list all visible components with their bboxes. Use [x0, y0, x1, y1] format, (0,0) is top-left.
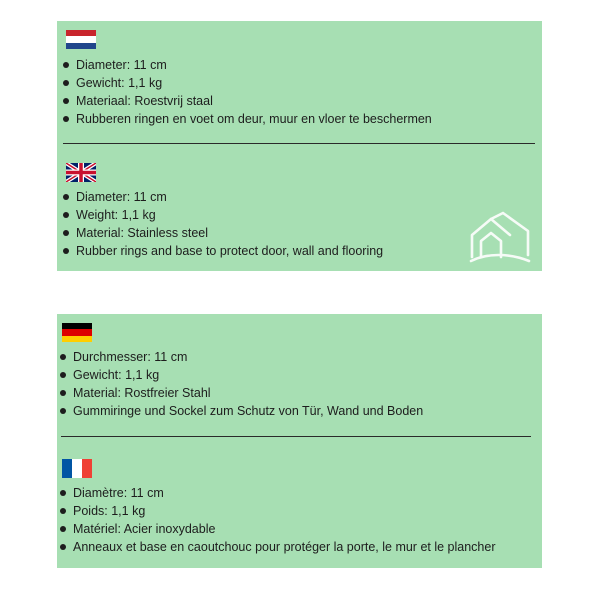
french-spec-list [59, 484, 496, 556]
german-spec-list [59, 348, 423, 420]
list-item: Rubber rings and base to protect door, wall and flooring [62, 242, 383, 260]
list-item: Diamètre: 11 cm [59, 484, 496, 502]
dutch-spec-list [62, 56, 432, 128]
house-logo-icon [469, 211, 531, 265]
united-kingdom-flag-icon [66, 163, 96, 182]
list-item: Gewicht: 1,1 kg [59, 366, 423, 384]
list-item: Rubberen ringen en voet om deur, muur en vloer te beschermen [62, 110, 432, 128]
list-item: Gummiringe und Sockel zum Schutz von Tür, Wand und Boden [59, 402, 423, 420]
section-divider [61, 436, 531, 437]
list-item: Weight: 1,1 kg [62, 206, 383, 224]
list-item: Materiaal: Roestvrij staal [62, 92, 432, 110]
list-item: Matériel: Acier inoxydable [59, 520, 496, 538]
list-item: Durchmesser: 11 cm [59, 348, 423, 366]
section-divider [63, 143, 535, 144]
france-flag-icon [62, 459, 92, 478]
united-kingdom-flag-graphic [66, 163, 96, 182]
bottom-card [57, 314, 542, 568]
list-item: Diameter: 11 cm [62, 188, 383, 206]
list-item: Diameter: 11 cm [62, 56, 432, 74]
list-item: Poids: 1,1 kg [59, 502, 496, 520]
top-card [57, 21, 542, 271]
list-item: Gewicht: 1,1 kg [62, 74, 432, 92]
list-item: Anneaux et base en caoutchouc pour protéger la porte, le mur et le plancher [59, 538, 496, 556]
list-item: Material: Rostfreier Stahl [59, 384, 423, 402]
list-item: Material: Stainless steel [62, 224, 383, 242]
english-spec-list [62, 188, 383, 260]
netherlands-flag-icon [66, 30, 96, 49]
germany-flag-icon [62, 323, 92, 342]
